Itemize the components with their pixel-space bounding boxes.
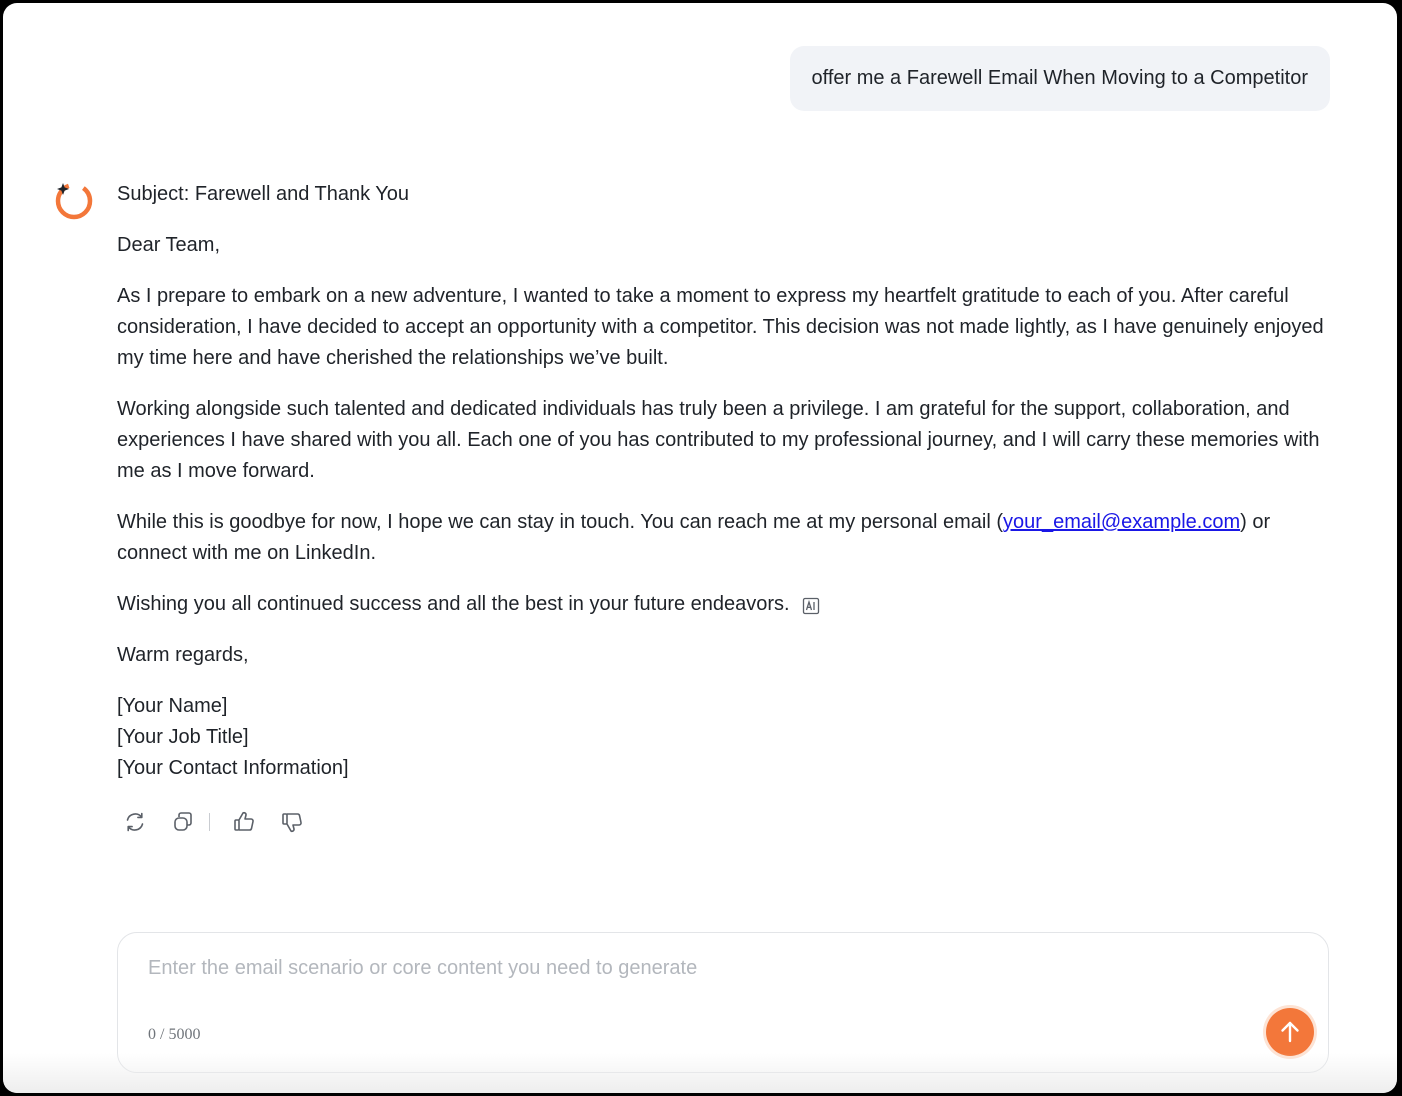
user-message-text: offer me a Farewell Email When Moving to a Competitor xyxy=(811,67,1308,89)
prompt-input[interactable] xyxy=(148,957,1248,997)
arrow-up-icon xyxy=(1277,1019,1303,1045)
composer xyxy=(117,932,1329,1073)
assistant-logo-icon xyxy=(53,179,95,221)
thumbs-up-icon xyxy=(232,810,256,834)
email-paragraph-4-text: Wishing you all continued success and all the best in your future endeavors. xyxy=(117,593,790,615)
email-subject: Subject: Farewell and Thank You xyxy=(117,183,410,205)
like-button[interactable] xyxy=(230,808,258,836)
thumbs-down-icon xyxy=(280,810,304,834)
email-paragraph-1: As I prepare to embark on a new adventure, I wanted to take a moment to express my heartfelt gratitude to each of you. After careful consideration, I have decided to accept an opportunity with a competitor. This decision was not made lightly, as I have genuinely enjoyed my time here and have cherished the relationships we’ve built. xyxy=(117,285,1324,369)
send-button[interactable] xyxy=(1266,1008,1314,1056)
copy-button[interactable] xyxy=(169,808,197,836)
user-message-bubble xyxy=(790,46,1331,111)
dislike-button[interactable] xyxy=(278,808,306,836)
signature-contact: [Your Contact Information] xyxy=(117,757,349,779)
email-greeting: Dear Team, xyxy=(117,234,221,256)
signature-title: [Your Job Title] xyxy=(117,726,249,748)
regenerate-icon xyxy=(123,810,147,834)
response-actions xyxy=(121,808,326,836)
email-paragraph-3 xyxy=(117,507,1332,569)
ai-generated-icon xyxy=(802,594,820,612)
email-signature xyxy=(117,691,1332,784)
assistant-response xyxy=(117,179,1332,784)
chat-window xyxy=(3,3,1397,1093)
email-closing: Warm regards, xyxy=(117,644,249,666)
signature-name: [Your Name] xyxy=(117,695,228,717)
regenerate-button[interactable] xyxy=(121,808,149,836)
email-paragraph-3-text-start: While this is goodbye for now, I hope we can stay in touch. You can reach me at my personal email ( xyxy=(117,511,1004,533)
email-link[interactable]: your_email@example.com xyxy=(1003,511,1241,533)
actions-divider xyxy=(209,813,210,831)
assistant-avatar xyxy=(53,179,95,221)
char-counter: 0 / 5000 xyxy=(148,1026,201,1043)
email-paragraph-4 xyxy=(117,589,1332,620)
copy-icon xyxy=(171,810,195,834)
email-paragraph-3-text-end: ) or connect with me on LinkedIn. xyxy=(117,511,1271,564)
email-paragraph-2: Working alongside such talented and dedicated individuals has truly been a privilege. I am grateful for the support, collaboration, and experiences I have shared with you all. Each one of you has contributed to my professional journey, and I will carry these memories with me as I move forward. xyxy=(117,398,1320,482)
